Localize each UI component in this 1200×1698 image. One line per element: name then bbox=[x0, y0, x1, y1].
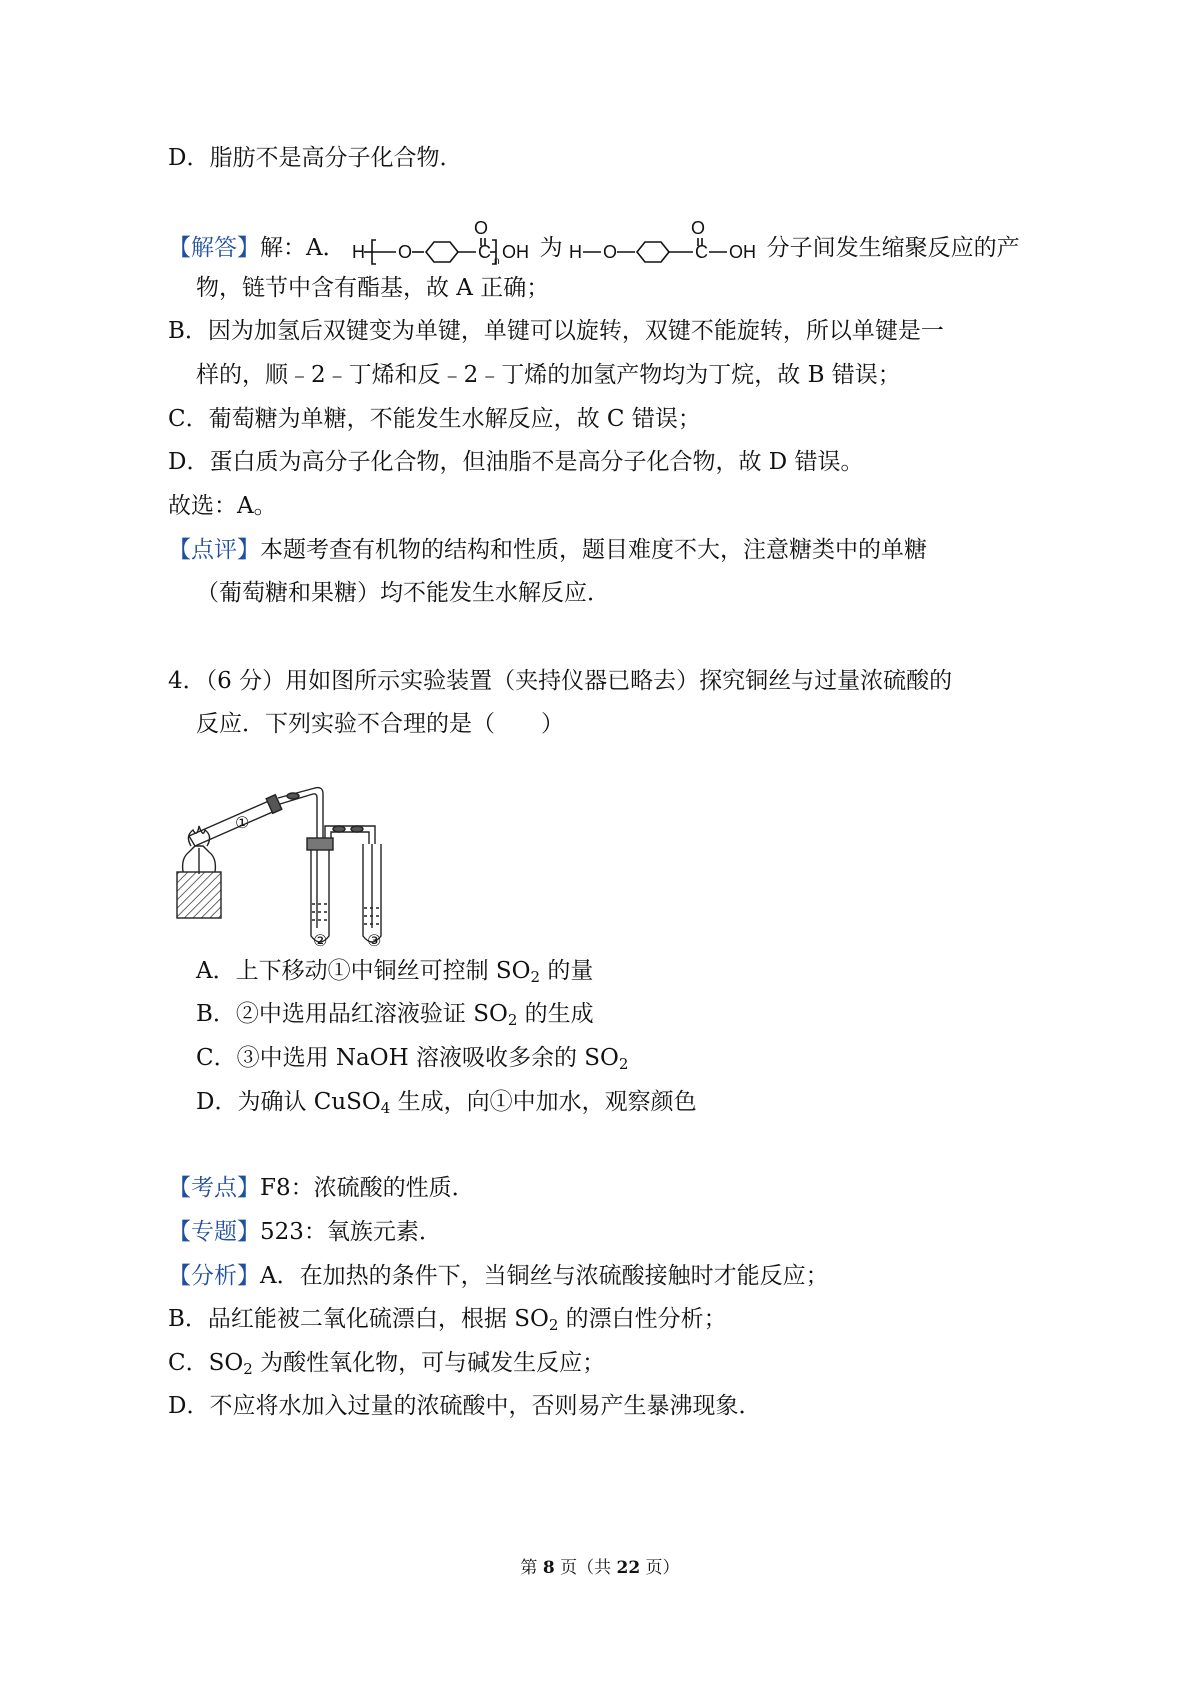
monomer-formula bbox=[569, 220, 761, 266]
option-c bbox=[196, 1043, 628, 1073]
svg-text:H: H bbox=[568, 242, 582, 262]
option-d-text: D．为确认 CuSO bbox=[196, 1089, 381, 1115]
figure-label-2: ② bbox=[313, 931, 328, 950]
svg-text:C: C bbox=[477, 242, 491, 262]
answer-a-post: 分子间发生缩聚反应的产 bbox=[766, 235, 1020, 261]
footer-post: 页） bbox=[640, 1558, 680, 1578]
question4-stem2: 反应．下列实验不合理的是（ ） bbox=[196, 711, 564, 737]
option-a-sub: 2 bbox=[530, 968, 541, 986]
svg-text:O: O bbox=[602, 242, 617, 262]
fenxi-d-line: D．不应将水加入过量的浓硫酸中，否则易产生暴沸现象． bbox=[168, 1393, 762, 1419]
svg-text:H: H bbox=[351, 242, 365, 262]
option-a bbox=[196, 956, 593, 986]
footer-total-pages: 22 bbox=[616, 1558, 641, 1578]
svg-text:O: O bbox=[690, 220, 705, 238]
footer-mid: 页（共 bbox=[554, 1558, 617, 1578]
fenxi-line bbox=[168, 1261, 829, 1291]
page-footer bbox=[0, 1557, 1200, 1579]
comment-line1 bbox=[168, 535, 927, 565]
answer-a-cont: 物，链节中含有酯基，故 A 正确； bbox=[196, 275, 550, 301]
option-c-text: C．③中选用 NaOH 溶液吸收多余的 SO bbox=[196, 1045, 619, 1071]
experiment-apparatus-figure bbox=[175, 808, 415, 948]
option-d-tail: 生成，向①中加水，观察颜色 bbox=[390, 1089, 697, 1115]
fenxi-b-line bbox=[168, 1304, 727, 1334]
zhuanti-line bbox=[168, 1217, 442, 1247]
answer-a-line bbox=[168, 220, 1020, 272]
fenxi-c-line bbox=[168, 1348, 605, 1378]
svg-text:C: C bbox=[694, 242, 708, 262]
fenxi-c-sub: 2 bbox=[243, 1360, 253, 1378]
svg-text:O: O bbox=[473, 220, 488, 238]
option-a-tail: 的量 bbox=[540, 958, 594, 984]
fenxi-b-sub: 2 bbox=[548, 1316, 559, 1334]
answer-b1: B．因为加氢后双键变为单键，单键可以旋转，双键不能旋转，所以单键是一 bbox=[168, 318, 944, 344]
fenxi-tag: 【分析】 bbox=[168, 1263, 260, 1289]
option-b-text: B．②中选用品红溶液验证 SO bbox=[196, 1001, 508, 1027]
option-b-tail: 的生成 bbox=[517, 1001, 594, 1027]
fenxi-a-text: A．在加热的条件下，当铜丝与浓硫酸接触时才能反应； bbox=[260, 1263, 829, 1289]
zhuanti-text: 523：氧族元素． bbox=[260, 1219, 442, 1245]
polymer-formula bbox=[352, 220, 534, 266]
answer-d: D．蛋白质为高分子化合物，但油脂不是高分子化合物，故 D 错误。 bbox=[168, 449, 864, 475]
comment-tag: 【点评】 bbox=[168, 537, 260, 563]
option-b-sub: 2 bbox=[507, 1011, 518, 1029]
question4-stem1: 4．（6 分）用如图所示实验装置（夹持仪器已略去）探究铜丝与过量浓硫酸的 bbox=[168, 668, 953, 694]
option-b bbox=[196, 999, 594, 1029]
footer-pre: 第 bbox=[520, 1558, 543, 1578]
answer-c: C．葡萄糖为单糖，不能发生水解反应，故 C 错误； bbox=[168, 406, 701, 432]
fenxi-b-text: B．品红能被二氧化硫漂白，根据 SO bbox=[168, 1306, 549, 1332]
figure-label-3: ③ bbox=[367, 931, 382, 950]
zhuanti-tag: 【专题】 bbox=[168, 1219, 260, 1245]
svg-text:OH: OH bbox=[501, 242, 529, 262]
option-d bbox=[196, 1087, 697, 1117]
svg-text:OH: OH bbox=[728, 242, 756, 262]
kaodian-tag: 【考点】 bbox=[168, 1175, 260, 1201]
answer-a-pre: 解：A． bbox=[260, 235, 346, 261]
final-choice: 故选：A。 bbox=[168, 493, 277, 519]
fenxi-b-tail: 的漂白性分析； bbox=[558, 1306, 727, 1332]
comment-text1: 本题考查有机物的结构和性质，题目难度不大，注意糖类中的单糖 bbox=[260, 537, 927, 563]
kaodian-text: F8：浓硫酸的性质． bbox=[260, 1175, 475, 1201]
kaodian-line bbox=[168, 1173, 475, 1203]
answer-a-mid: 为 bbox=[539, 235, 563, 261]
footer-page-number: 8 bbox=[542, 1558, 555, 1578]
option-d-sub: 4 bbox=[380, 1099, 391, 1117]
option-c-sub: 2 bbox=[618, 1055, 629, 1073]
option-d-tail: D．脂肪不是高分子化合物． bbox=[168, 145, 463, 171]
figure-label-1: ① bbox=[235, 813, 250, 832]
svg-text:O: O bbox=[397, 242, 412, 262]
comment-line2: （葡萄糖和果糖）均不能发生水解反应． bbox=[196, 580, 610, 606]
svg-text:n: n bbox=[493, 256, 500, 266]
answer-tag: 【解答】 bbox=[168, 235, 260, 261]
option-a-text: A．上下移动①中铜丝可控制 SO bbox=[196, 958, 531, 984]
fenxi-c-tail: 为酸性氧化物，可与碱发生反应； bbox=[252, 1350, 606, 1376]
fenxi-c-text: C．SO bbox=[168, 1350, 244, 1376]
answer-b2: 样的，顺﹣2﹣丁烯和反﹣2﹣丁烯的加氢产物均为丁烷，故 B 错误； bbox=[196, 362, 901, 388]
